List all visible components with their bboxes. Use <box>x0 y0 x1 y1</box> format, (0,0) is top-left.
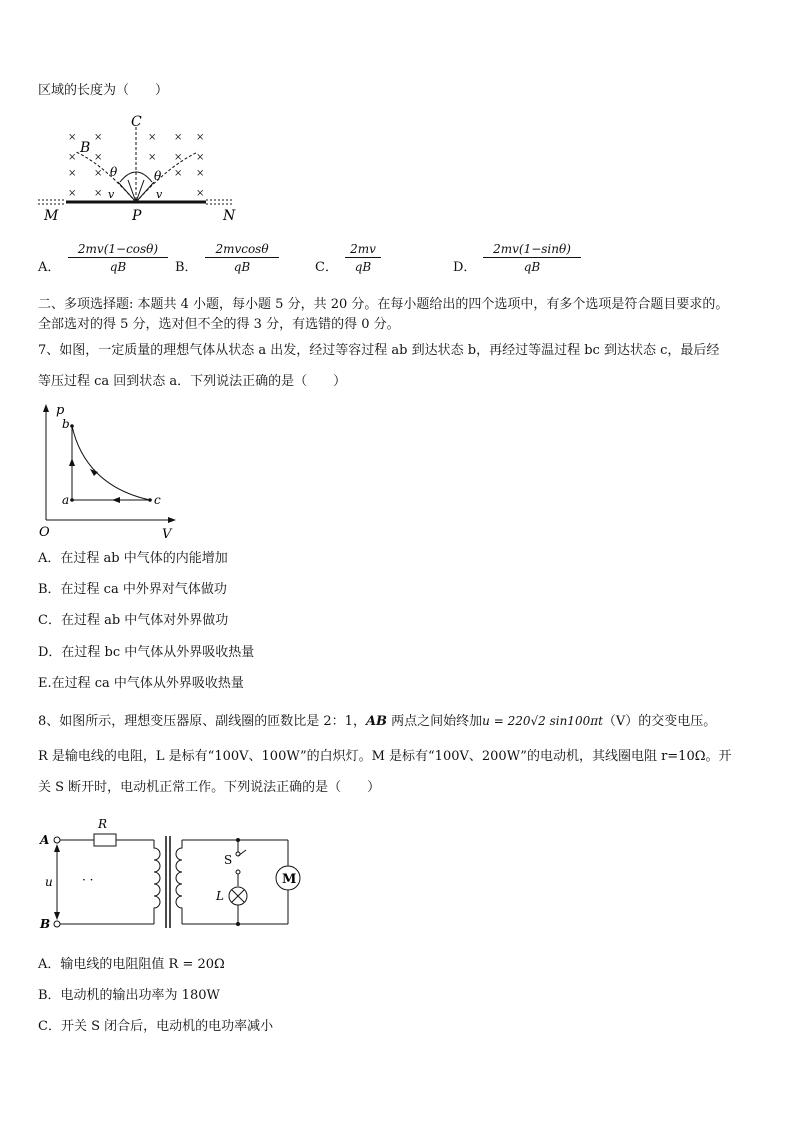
q6-option-a-numerator: 2mv(1−cosθ) <box>68 242 168 258</box>
terminal-a-label: A <box>40 833 50 847</box>
q7-option-c: C．在过程 ab 中气体对外界做功 <box>38 613 229 628</box>
question-7-line2: 等压过程 ca 回到状态 a．下列说法正确的是（ ） <box>38 374 347 389</box>
section-2-instructions-line2: 全部选对的得 5 分，选对但不全的得 3 分，有选错的得 0 分。 <box>38 317 400 332</box>
q7-option-e: E.在过程 ca 中气体从外界吸收热量 <box>38 676 244 691</box>
label-theta-right: θ <box>154 169 162 183</box>
q6-option-d-numerator: 2mv(1−sinθ) <box>483 242 581 258</box>
svg-text:×: × <box>68 152 77 163</box>
q6-option-b-fraction <box>205 242 279 274</box>
q6-option-d-letter: D． <box>453 260 477 275</box>
q6-option-c-fraction <box>345 242 381 274</box>
q7-option-a: A．在过程 ab 中气体的内能增加 <box>38 551 228 566</box>
question-7-line1: 7、如图，一定质量的理想气体从状态 a 出发，经过等容过程 ab 到达状态 b，再经过等温过程 bc 到达状态 c，最后经 <box>38 343 720 358</box>
svg-text:×: × <box>148 132 157 143</box>
q8-voltage-formula: u = 220√2 sin100πt <box>482 714 603 728</box>
question-6-stem-tail: 区域的长度为（ ） <box>38 83 169 98</box>
section-2-instructions-line1: 二、多项选择题: 本题共 4 小题，每小题 5 分，共 20 分。在每小题给出的四个选项中，有多个选项是符合题目要求的。 <box>38 297 729 312</box>
q6-option-c-denominator: qB <box>354 260 372 274</box>
q6-option-c-letter: C． <box>315 260 338 275</box>
pv-graph <box>34 402 184 542</box>
q7-option-d: D．在过程 bc 中气体从外界吸收热量 <box>38 645 255 660</box>
dots: · · <box>82 873 94 887</box>
transformer-circuit <box>36 812 306 936</box>
axis-p-label: p <box>56 403 65 418</box>
q7-option-b: B．在过程 ca 中外界对气体做功 <box>38 582 227 597</box>
label-v-right: v <box>156 188 163 201</box>
switch-s-label: S <box>224 853 233 867</box>
svg-text:×: × <box>68 168 77 179</box>
label-n: N <box>223 208 236 224</box>
state-b-label: b <box>62 417 70 431</box>
q6-option-c-numerator: 2mv <box>345 242 381 258</box>
svg-text:×: × <box>196 188 205 199</box>
motor-m-label: M <box>282 872 297 887</box>
svg-text:×: × <box>94 152 103 163</box>
svg-text:×: × <box>196 132 205 143</box>
q6-option-b-denominator: qB <box>233 260 251 274</box>
q6-option-a-fraction <box>68 242 168 274</box>
label-c: C <box>131 114 142 130</box>
svg-text:×: × <box>174 168 183 179</box>
voltage-u-label: u <box>45 875 53 889</box>
svg-text:×: × <box>68 132 77 143</box>
label-p: P <box>132 208 142 224</box>
q8-line1-part-c: （V）的交变电压。 <box>602 714 717 729</box>
q6-option-b-letter: B． <box>175 260 198 275</box>
state-a-label: a <box>62 493 70 507</box>
terminal-b-label: B <box>40 917 51 931</box>
state-c-label: c <box>154 493 161 507</box>
resistor-r-label: R <box>98 817 108 831</box>
svg-text:×: × <box>174 152 183 163</box>
svg-text:×: × <box>148 152 157 163</box>
question-8-line1 <box>38 712 716 731</box>
q8-line1-part-a: 8、如图所示，理想变压器原、副线圈的匝数比是 2：1， <box>38 714 366 729</box>
svg-text:×: × <box>196 168 205 179</box>
q8-option-b: B．电动机的输出功率为 180W <box>38 988 220 1003</box>
svg-text:×: × <box>94 188 103 199</box>
question-8-line3: 关 S 断开时，电动机正常工作。下列说法正确的是（ ） <box>38 780 381 795</box>
q6-option-a-denominator: qB <box>109 260 127 274</box>
q8-line1-part-b: 两点之间始终加 <box>387 714 483 729</box>
svg-text:×: × <box>196 152 205 163</box>
svg-text:×: × <box>94 132 103 143</box>
q8-ab-label: AB <box>365 714 388 729</box>
magnetic-field-figure <box>38 112 248 230</box>
q6-option-b-numerator: 2mvcosθ <box>205 242 279 258</box>
label-b: B <box>80 140 91 156</box>
label-v-left: v <box>108 188 115 201</box>
q6-option-d-fraction <box>483 242 581 274</box>
origin-label: O <box>39 525 50 540</box>
question-8-line2: R 是输电线的电阻，L 是标有“100V、100W”的白炽灯。M 是标有“100V、200W”的电动机，其线圈电阻 r=10Ω。开 <box>38 749 732 764</box>
svg-text:×: × <box>94 168 103 179</box>
axis-v-label: V <box>162 527 172 542</box>
label-m: M <box>44 208 59 224</box>
label-theta-left: θ <box>110 165 118 179</box>
q6-option-d-denominator: qB <box>523 260 541 274</box>
q6-option-a-letter: A． <box>38 260 61 275</box>
svg-text:×: × <box>174 132 183 143</box>
svg-text:×: × <box>68 188 77 199</box>
lamp-l-label: L <box>216 889 224 903</box>
q8-option-a: A．输电线的电阻阻值 R = 20Ω <box>38 957 225 972</box>
q8-option-c: C．开关 S 闭合后，电动机的电功率减小 <box>38 1019 274 1034</box>
